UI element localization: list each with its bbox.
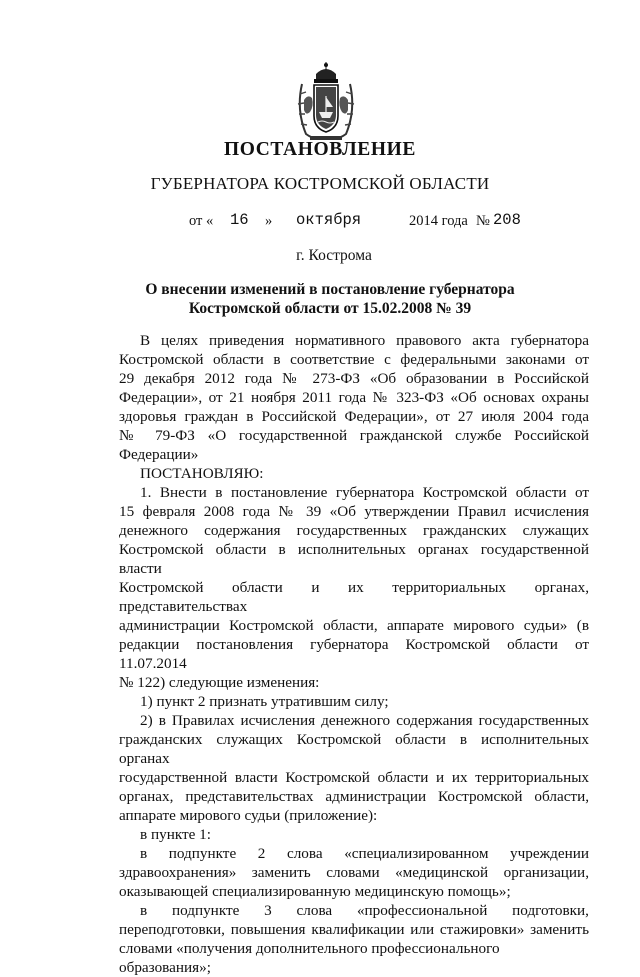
text-line: 29 декабря 2012 года № 273-ФЗ «Об образовании в Российской (119, 370, 589, 387)
text-line: В целях приведения нормативного правового акта губернатора (140, 332, 589, 349)
text-line: гражданских служащих Костромской области в исполнительных органах (119, 731, 589, 767)
word: в (140, 845, 148, 862)
text-line: администрации Костромской области, аппарате мирового судьи» (в (119, 617, 589, 634)
text-line: здравоохранения» заменить словами «медицинской организации, (119, 864, 589, 881)
subpoint-3-paragraph (119, 901, 589, 977)
word: «профессиональной (356, 902, 488, 919)
text-line: редакции постановления губернатора Костромской области от 11.07.2014 (119, 636, 589, 672)
city-name: г. Кострома (296, 247, 372, 264)
document-body (119, 331, 589, 977)
subpoint-2-paragraph (119, 844, 589, 901)
text-line: Федерации» (119, 446, 199, 463)
document-issuer: ГУБЕРНАТОРА КОСТРОМСКОЙ ОБЛАСТИ (150, 174, 490, 193)
date-close: » (265, 213, 273, 229)
heading-line: Костромской области от 15.02.2008 № 39 (188, 300, 472, 317)
text-line: органах, представительствах администрации Костромской области, (119, 788, 589, 805)
text-line: Костромской области и их территориальных органах, представительствах (119, 579, 589, 615)
spread-line (119, 901, 589, 920)
date-prefix: от « (189, 213, 214, 229)
text-line: Костромской области в исполнительных органах государственной власти (119, 541, 589, 577)
text-line: словами «получения дополнительного профессионального образования»; (119, 940, 500, 976)
text-line: государственной власти Костромской области и их территориальных (119, 769, 589, 786)
document-heading (100, 280, 560, 318)
word: «специализированном (344, 845, 489, 862)
text-line: Федерации», от 21 ноября 2011 года № 323-ФЗ «Об основах охраны (119, 389, 589, 406)
text-line: 1. Внести в постановление губернатора Костромской области от (140, 484, 589, 501)
intro-paragraph (119, 331, 589, 464)
point-1-label: в пункте 1: (140, 826, 211, 843)
word: 2 (257, 845, 266, 862)
text-line: здоровья граждан в Российской Федерации», от 27 июля 2004 года (119, 408, 589, 425)
word: подготовки, (512, 902, 589, 919)
word: учреждении (510, 845, 589, 862)
subitem-1: 1) пункт 2 признать утратившим силу; (140, 693, 389, 710)
subitem-2-paragraph (119, 711, 589, 825)
heading-line: О внесении изменений в постановление губернатора (145, 281, 515, 298)
word: 3 (264, 902, 272, 919)
coat-of-arms-emblem (292, 60, 360, 144)
word: в (140, 902, 148, 919)
word: подпункте (171, 902, 240, 919)
text-line: 2) в Правилах исчисления денежного содержания государственных (140, 712, 589, 729)
text-line: денежного содержания государственных гражданских служащих (119, 522, 589, 539)
spread-line (119, 844, 589, 863)
text-line: № 79-ФЗ «О государственной гражданской службе Российской (119, 427, 589, 444)
word: слова (296, 902, 333, 919)
date-day: 16 (230, 211, 249, 229)
number-sign: № (476, 213, 490, 229)
date-year: 2014 года (409, 213, 468, 229)
word: подпункте (168, 845, 237, 862)
document-number: 208 (493, 211, 521, 229)
word: слова (286, 845, 323, 862)
text-line: 15 февраля 2008 года № 39 «Об утверждении Правил исчисления (119, 503, 589, 520)
text-line: переподготовки, повышения квалификации или стажировки» заменить (119, 921, 589, 938)
document-title: ПОСТАНОВЛЕНИЕ (223, 139, 417, 160)
decree-word: ПОСТАНОВЛЯЮ: (140, 465, 264, 482)
item-1-paragraph (119, 483, 589, 692)
text-line: аппарате мирового судьи (приложение): (119, 807, 378, 824)
text-line: Костромской области в соответствие с федеральными законами от (119, 351, 589, 368)
date-month: октября (296, 211, 362, 229)
text-line: оказывающей специализированную медицинскую помощь»; (119, 883, 511, 900)
text-line: № 122) следующие изменения: (119, 674, 320, 691)
